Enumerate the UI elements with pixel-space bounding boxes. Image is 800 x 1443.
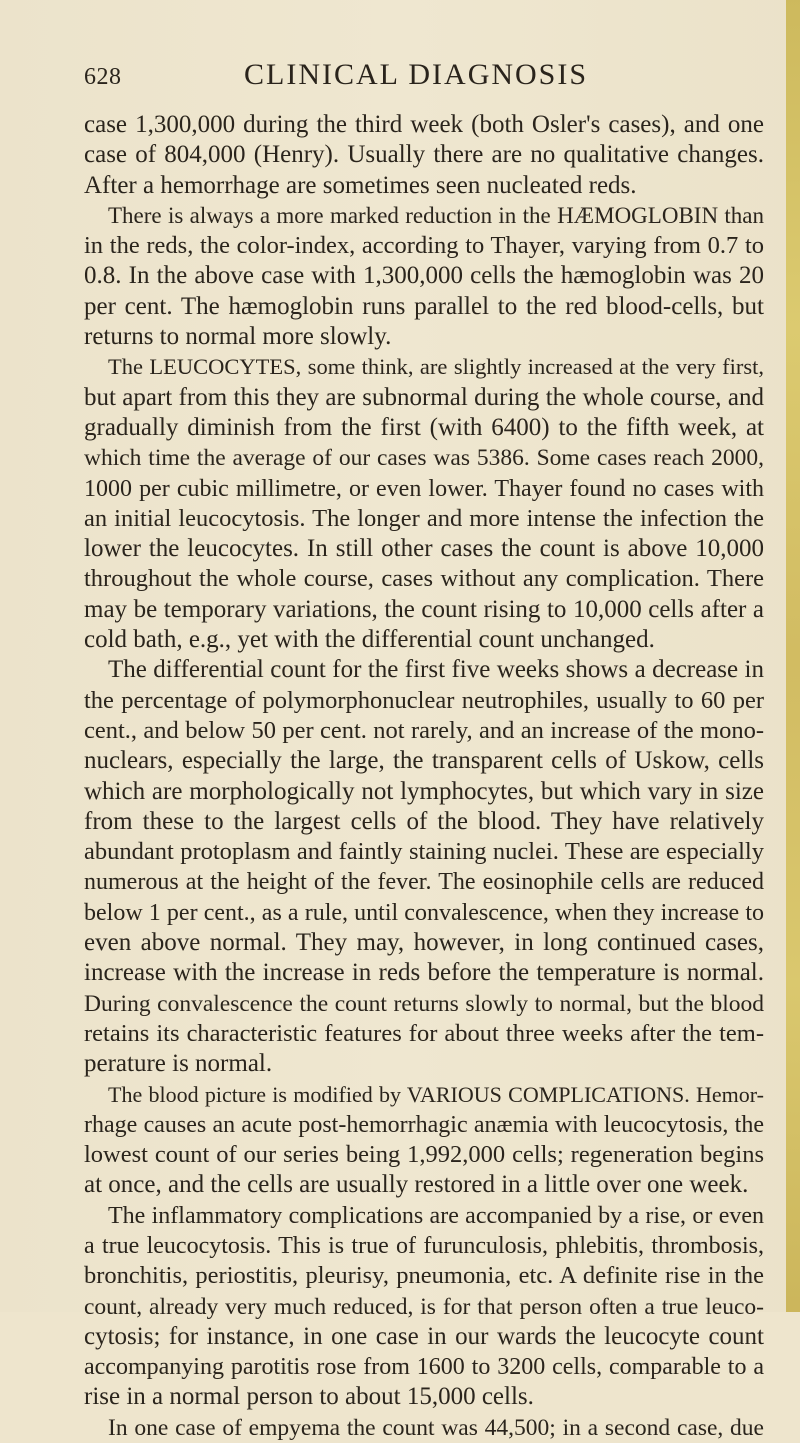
text-line: cytosis; for instance, in one case in our wards the leucocyte count [84,1322,764,1350]
text-line: an initial leucocytosis. The longer and more intense the infection the [84,504,764,532]
text-line: a true leucocytosis. This is true of furunculosis, phlebitis, thrombosis, [84,1232,764,1259]
text-line: case 1,300,000 during the third week (both Osler's cases), and one [84,111,764,138]
text-line: from these to the largest cells of the blood. They have relatively [84,807,764,835]
text-line: There is always a more marked reduction in the HÆMOGLOBIN than [108,202,764,228]
text-line: rhage causes an acute post-hemorrhagic anæmia with leucocytosis, the [84,1111,764,1138]
text-line: may be temporary variations, the count rising to 10,000 cells after a [84,595,764,623]
text-line: The LEUCOCYTES, some think, are slightly increased at the very first, [108,354,764,380]
page-number: 628 [84,64,122,90]
body-text [84,110,764,1443]
text-line: which time the average of our cases was 5386. Some cases reach 2000, [84,445,764,472]
text-line: accompanying parotitis rose from 1600 to 3200 cells, comparable to a [84,1354,764,1381]
text-line: cent., and below 50 per cent. not rarely, and an increase of the mono- [84,716,764,744]
text-line: returns to normal more slowly. [84,323,392,351]
text-line: bronchitis, periostitis, pleurisy, pneumonia, etc. A definite rise in the [84,1262,764,1290]
text-line: at once, and the cells are usually restored in a little over one week. [84,1171,749,1199]
text-line: in the reds, the color-index, according to Thayer, varying from 0.7 to [84,232,764,260]
text-line: gradually diminish from the first (with 6400) to the fifth week, at [84,413,764,441]
text-line: In one case of empyema the count was 44,500; in a second case, due [108,1414,764,1441]
text-line: even above normal. They may, however, in long continued cases, [84,929,764,957]
text-line: abundant protoplasm and faintly staining nuclei. These are especially [84,838,764,866]
text-line: nuclears, especially the large, the transparent cells of Uskow, cells [84,747,764,775]
text-line: which are morphologically not lymphocytes, but which vary in size [84,777,764,805]
text-line: numerous at the height of the fever. The eosinophile cells are reduced [84,869,764,896]
text-line: increase with the increase in reds before the temperature is normal. [84,959,764,987]
text-line: per cent. The hæmoglobin runs parallel to the red blood-cells, but [84,292,764,320]
text-line: perature is normal. [84,1050,273,1078]
text-line: The inflammatory complications are accompanied by a rise, or even [108,1202,764,1229]
text-line: case of 804,000 (Henry). Usually there are no qualitative changes. [84,141,764,169]
text-line: After a hemorrhage are sometimes seen nucleated reds. [84,171,637,199]
text-line: lowest count of our series being 1,992,000 cells; regeneration begins [84,1141,764,1169]
page-edge-strip [786,0,800,1312]
text-line: count, already very much reduced, is for that person often a true leuco- [84,1293,764,1320]
running-title: CLINICAL DIAGNOSIS [244,58,589,91]
text-line: rise in a normal person to about 15,000 cells. [84,1383,534,1411]
text-line: 0.8. In the above case with 1,300,000 cells the hæmoglobin was 20 [84,262,764,290]
text-line: the percentage of polymorphonuclear neutrophiles, usually to 60 per [84,686,764,714]
text-line: throughout the whole course, cases without any complication. There [84,565,764,593]
text-line: but apart from this they are subnormal during the whole course, and [84,383,764,411]
running-head [84,58,764,98]
text-line: The blood picture is modified by VARIOUS COMPLICATIONS. Hemor- [108,1081,764,1107]
text-line: During convalescence the count returns slowly to normal, but the blood [84,990,764,1017]
text-line: cold bath, e.g., yet with the differential count unchanged. [84,626,655,654]
text-line: below 1 per cent., as a rule, until convalescence, when they increase to [84,899,764,926]
text-line: 1000 per cubic millimetre, or even lower. Thayer found no cases with [84,475,764,502]
text-line: retains its characteristic features for about three weeks after the tem- [84,1019,764,1047]
text-line: lower the leucocytes. In still other cases the count is above 10,000 [84,535,764,563]
text-line: The differential count for the first five weeks shows a decrease in [108,656,764,684]
